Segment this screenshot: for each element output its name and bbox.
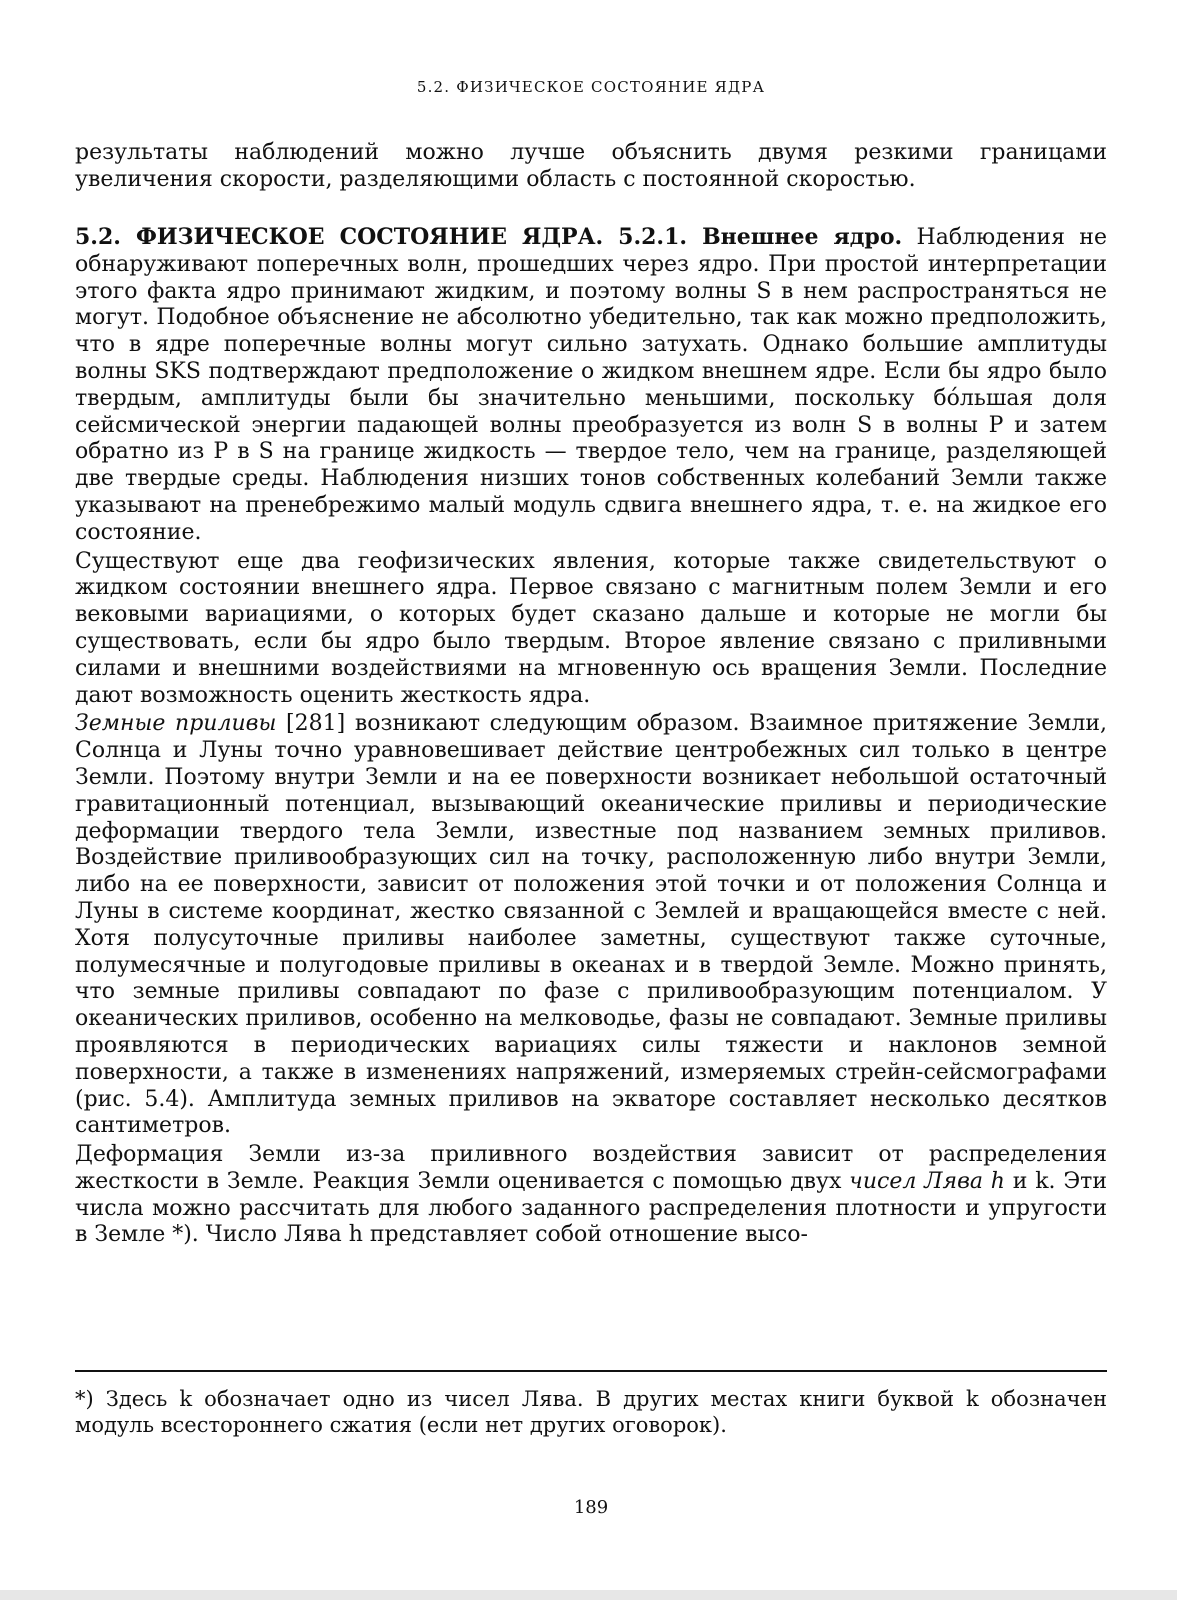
paragraph-2: Существуют еще два геофизических явления, которые также свидетельствуют о жидком состоянии внешнего ядра. Первое связано с магнитным полем Земли и его вековыми вариациями, о которых будет сказано дальше и которые не могли бы существовать, если бы ядро было твердым. Второе явление связано с приливными силами и внешними воздействиями на мгновенную ось вращения Земли. Последние дают возможность оценить жесткость ядра. — [75, 548, 1107, 708]
book-page — [75, 0, 1107, 1600]
section-5-2 — [75, 224, 1107, 1251]
paragraph-1-text: Наблюдения не обнаруживают поперечных волн, прошедших через ядро. При простой интерпретации этого факта ядро принимают жидким, и поэтому волны S в нем распространяться не могут. Подобное объяснение не абсолютно убедительно, так как можно предположить, что в ядре поперечные волны могут сильно затухать. Однако большие амплитуды волны SKS подтверждают предположение о жидком внешнем ядре. Если бы ядро было твердым, амплитуды были бы значительно меньшими, поскольку бо́льшая доля сейсмической энергии падающей волны преобразуется из волн S в волны P и затем обратно из P в S на границе жидкость — твердое тело, чем на границе, разделяющей две твердые среды. Наблюдения низших тонов собственных колебаний Земли также указывают на пренебрежимо малый модуль сдвига внешнего ядра, т. е. на жидкое его состояние. — [75, 225, 1107, 545]
paragraph-1 — [75, 224, 1107, 547]
footnote-rule — [75, 1370, 1107, 1372]
page-number: 189 — [573, 1497, 609, 1518]
scan-bottom-edge — [0, 1590, 1177, 1600]
intro-paragraph — [75, 140, 1107, 196]
running-head: 5.2. ФИЗИЧЕСКОЕ СОСТОЯНИЕ ЯДРА — [416, 78, 766, 96]
footnote: *) Здесь k обозначает одно из чисел Лява. В других местах книги буквой k обозначен модуль всестороннего сжатия (если нет других оговорок). — [75, 1387, 1107, 1437]
intro-text: результаты наблюдений можно лучше объяснить двумя резкими границами увеличения скорости, разделяющими область с постоянной скоростью. — [75, 140, 1107, 192]
paragraph-4-text-b: и k. Эти числа можно рассчитать для любого заданного распределения плотности и упругости в Земле *). Число Лява h представляет собой отношение высо- — [75, 1168, 1107, 1248]
paragraph-3 — [75, 711, 1107, 1140]
paragraph-4-text-a: Деформация Земли из-за приливного воздействия зависит от распределения жесткости в Земле. Реакция Земли оценивается с помощью двух — [75, 1142, 1107, 1194]
term-love-numbers: чисел Лява h — [849, 1168, 1005, 1194]
section-heading: 5.2. ФИЗИЧЕСКОЕ СОСТОЯНИЕ ЯДРА. 5.2.1. Внешнее ядро. — [75, 224, 903, 250]
paragraph-3-text: [281] возникают следующим образом. Взаимное притяжение Земли, Солнца и Луны точно уравновешивает действие центробежных сил только в центре Земли. Поэтому внутри Земли и на ее поверхности возникает небольшой остаточный гравитационный потенциал, вызывающий океанические приливы и периодические деформации твердого тела Земли, известные под названием земных приливов. Воздействие приливообразующих сил на точку, расположенную либо внутри Земли, либо на ее поверхности, зависит от положения этой точки и от положения Солнца и Луны в системе координат, жестко связанной с Землей и вращающейся вместе с ней. Хотя полусуточные приливы наиболее заметны, существуют также суточные, полумесячные и полугодовые приливы в океанах и в твердой Земле. Можно принять, что земные приливы совпадают по фазе с приливообразующим потенциалом. У океанических приливов, особенно на мелководье, фазы не совпадают. Земные приливы проявляются в периодических вариациях силы тяжести и наклонов земной поверхности, а также в изменениях напряжений, измеряемых стрейн-сейсмографами (рис. 5.4). Амплитуда земных приливов на экваторе составляет несколько десятков сантиметров. — [75, 711, 1107, 1139]
paragraph-4 — [75, 1142, 1107, 1249]
term-earth-tides: Земные приливы — [75, 711, 277, 737]
